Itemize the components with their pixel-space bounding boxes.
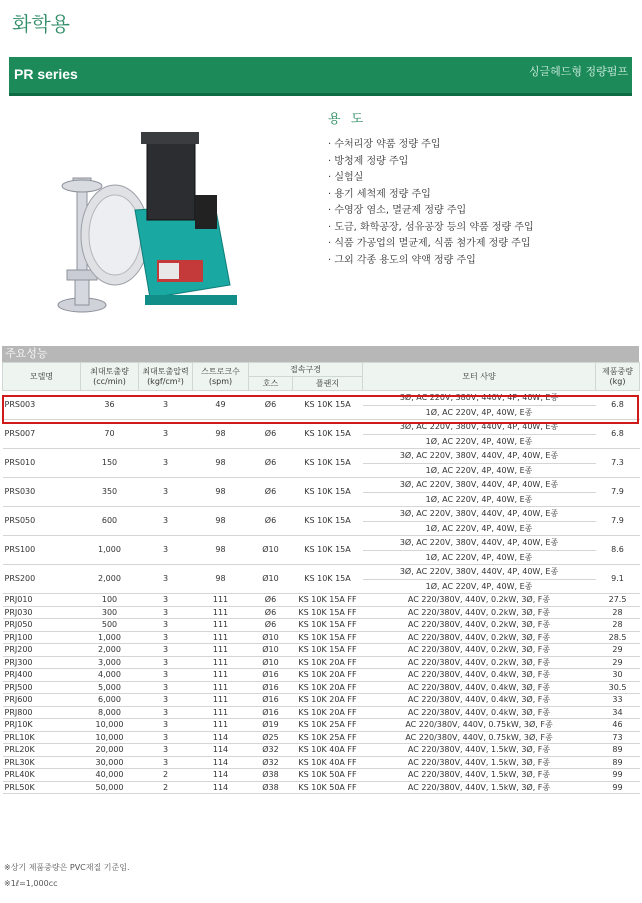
table-row (3, 391, 640, 406)
header-pressure: 최대토출압력 (kgf/cm²) (139, 363, 193, 391)
table-row (3, 644, 640, 657)
table-cell: Ø10 (249, 656, 293, 669)
table-row (3, 781, 640, 794)
table-cell: Ø6 (249, 449, 293, 478)
table-cell: Ø6 (249, 478, 293, 507)
table-cell: 3 (139, 631, 193, 644)
table-row (3, 769, 640, 782)
table-cell: 3Ø, AC 220V, 380V, 440V, 4P, 40W, E종 (363, 420, 596, 435)
table-cell: 3 (139, 756, 193, 769)
table-cell: 6.8 (596, 391, 640, 420)
table-cell: 8.6 (596, 536, 640, 565)
list-item: · 실험실 (328, 170, 628, 187)
table-cell: Ø16 (249, 694, 293, 707)
table-cell: Ø16 (249, 681, 293, 694)
table-cell: 3 (139, 706, 193, 719)
table-row (3, 478, 640, 493)
table-cell: 98 (193, 478, 249, 507)
table-cell: 111 (193, 656, 249, 669)
table-cell: AC 220/380V, 440V, 0.75kW, 3Ø, F종 (363, 731, 596, 744)
table-cell: 3Ø, AC 220V, 380V, 440V, 4P, 40W, E종 (363, 536, 596, 551)
table-cell: Ø32 (249, 744, 293, 757)
table-cell: AC 220/380V, 440V, 0.2kW, 3Ø, F종 (363, 631, 596, 644)
table-cell: PRJ10K (3, 719, 81, 732)
table-cell: KS 10K 40A FF (293, 756, 363, 769)
table-cell: 27.5 (596, 594, 640, 607)
table-cell: 3 (139, 449, 193, 478)
table-cell: 30,000 (81, 756, 139, 769)
table-cell: 34 (596, 706, 640, 719)
table-cell: KS 10K 15A (293, 536, 363, 565)
table-cell: 150 (81, 449, 139, 478)
list-item: · 수처리장 약품 정량 주입 (328, 137, 628, 154)
table-cell: 5,000 (81, 681, 139, 694)
table-cell: 3Ø, AC 220V, 380V, 440V, 4P, 40W, E종 (363, 391, 596, 406)
table-cell: AC 220/380V, 440V, 0.2kW, 3Ø, F종 (363, 594, 596, 607)
table-row (3, 731, 640, 744)
header-weight: 제품중량 (kg) (596, 363, 640, 391)
table-cell: KS 10K 25A FF (293, 719, 363, 732)
table-cell: 1Ø, AC 220V, 4P, 40W, E종 (363, 434, 596, 449)
table-cell: KS 10K 15A (293, 449, 363, 478)
table-cell: 1Ø, AC 220V, 4P, 40W, E종 (363, 463, 596, 478)
table-cell: Ø10 (249, 565, 293, 594)
table-cell: Ø6 (249, 606, 293, 619)
table-cell: Ø16 (249, 706, 293, 719)
table-cell: 111 (193, 606, 249, 619)
table-cell: 3 (139, 507, 193, 536)
usage-section (328, 108, 628, 269)
table-cell: PRJ500 (3, 681, 81, 694)
table-cell: 36 (81, 391, 139, 420)
table-cell: 3Ø, AC 220V, 380V, 440V, 4P, 40W, E종 (363, 449, 596, 464)
table-cell: 111 (193, 706, 249, 719)
table-cell: 7.9 (596, 478, 640, 507)
table-cell: 29 (596, 644, 640, 657)
table-cell: 49 (193, 391, 249, 420)
table-cell: PRJ600 (3, 694, 81, 707)
table-cell: 33 (596, 694, 640, 707)
table-cell: PRJ030 (3, 606, 81, 619)
table-cell: PRS100 (3, 536, 81, 565)
table-row (3, 656, 640, 669)
list-item: · 용기 세척제 정량 주입 (328, 187, 628, 204)
table-cell: 350 (81, 478, 139, 507)
table-cell: 98 (193, 449, 249, 478)
table-cell: 1,000 (81, 536, 139, 565)
table-cell: 500 (81, 619, 139, 632)
table-cell: PRL50K (3, 781, 81, 794)
table-cell: PRJ100 (3, 631, 81, 644)
table-cell: AC 220/380V, 440V, 1.5kW, 3Ø, F종 (363, 781, 596, 794)
table-cell: 111 (193, 619, 249, 632)
table-cell: 3 (139, 719, 193, 732)
table-cell: 3 (139, 744, 193, 757)
table-cell: 3Ø, AC 220V, 380V, 440V, 4P, 40W, E종 (363, 565, 596, 580)
table-cell: 3 (139, 681, 193, 694)
table-cell: 1Ø, AC 220V, 4P, 40W, E종 (363, 405, 596, 420)
list-item: · 그외 각종 용도의 약액 정량 주입 (328, 253, 628, 270)
table-cell: KS 10K 15A (293, 391, 363, 420)
table-cell: PRS200 (3, 565, 81, 594)
table-cell: 3 (139, 656, 193, 669)
table-cell: 2 (139, 769, 193, 782)
footnote-weight: ※상기 제품중량은 PVC재질 기준임. (4, 863, 130, 872)
table-row (3, 694, 640, 707)
table-cell: KS 10K 20A FF (293, 694, 363, 707)
table-cell: Ø10 (249, 536, 293, 565)
table-cell: Ø6 (249, 619, 293, 632)
table-cell: Ø10 (249, 644, 293, 657)
table-cell: KS 10K 15A FF (293, 619, 363, 632)
table-cell: KS 10K 20A FF (293, 706, 363, 719)
table-cell: 70 (81, 420, 139, 449)
usage-list (328, 137, 628, 269)
table-row (3, 756, 640, 769)
table-cell: 111 (193, 669, 249, 682)
table-cell: 3 (139, 565, 193, 594)
table-cell: KS 10K 15A FF (293, 606, 363, 619)
table-cell: 7.3 (596, 449, 640, 478)
table-cell: 40,000 (81, 769, 139, 782)
table-cell: KS 10K 15A FF (293, 594, 363, 607)
table-cell: PRL40K (3, 769, 81, 782)
table-cell: 3Ø, AC 220V, 380V, 440V, 4P, 40W, E종 (363, 507, 596, 522)
table-row (3, 669, 640, 682)
table-cell: 3 (139, 644, 193, 657)
table-cell: KS 10K 25A FF (293, 731, 363, 744)
table-cell: AC 220/380V, 440V, 0.4kW, 3Ø, F종 (363, 681, 596, 694)
table-row (3, 449, 640, 464)
table-cell: Ø10 (249, 631, 293, 644)
header-flange: 플랜지 (293, 377, 363, 391)
table-cell: 3 (139, 694, 193, 707)
list-item: · 도금, 화학공장, 섬유공장 등의 약품 정량 주입 (328, 220, 628, 237)
pump-product-image (55, 120, 255, 325)
series-name: PR series (14, 66, 78, 82)
table-cell: PRS003 (3, 391, 81, 420)
table-cell: 28.5 (596, 631, 640, 644)
table-cell: 2,000 (81, 644, 139, 657)
header-stroke: 스트로크수 (spm) (193, 363, 249, 391)
table-cell: 8,000 (81, 706, 139, 719)
table-cell: PRS007 (3, 420, 81, 449)
list-item: · 식품 가공업의 멸균제, 식품 첨가제 정량 주입 (328, 236, 628, 253)
table-cell: KS 10K 15A (293, 565, 363, 594)
table-row (3, 744, 640, 757)
table-cell: 111 (193, 631, 249, 644)
table-cell: AC 220/380V, 440V, 0.4kW, 3Ø, F종 (363, 669, 596, 682)
table-cell: AC 220/380V, 440V, 0.2kW, 3Ø, F종 (363, 656, 596, 669)
spec-section-title: 주요성능 (2, 346, 639, 362)
table-row (3, 706, 640, 719)
table-cell: PRS010 (3, 449, 81, 478)
table-cell: 114 (193, 744, 249, 757)
header-hose: 호스 (249, 377, 293, 391)
table-cell: PRL10K (3, 731, 81, 744)
table-cell: 29 (596, 656, 640, 669)
table-cell: 89 (596, 756, 640, 769)
table-cell: PRJ400 (3, 669, 81, 682)
table-cell: 10,000 (81, 731, 139, 744)
series-banner (9, 57, 632, 96)
table-cell: PRL20K (3, 744, 81, 757)
table-cell: 3 (139, 669, 193, 682)
page-title: 화학용 (12, 12, 70, 36)
table-cell: 30.5 (596, 681, 640, 694)
table-cell: Ø32 (249, 756, 293, 769)
table-cell: AC 220/380V, 440V, 1.5kW, 3Ø, F종 (363, 756, 596, 769)
table-cell: KS 10K 50A FF (293, 769, 363, 782)
table-cell: Ø25 (249, 731, 293, 744)
table-cell: AC 220/380V, 440V, 0.2kW, 3Ø, F종 (363, 619, 596, 632)
table-cell: PRJ300 (3, 656, 81, 669)
table-cell: 20,000 (81, 744, 139, 757)
table-cell: 4,000 (81, 669, 139, 682)
header-connection: 접속구경 (249, 363, 363, 377)
table-cell: 3Ø, AC 220V, 380V, 440V, 4P, 40W, E종 (363, 478, 596, 493)
table-cell: 300 (81, 606, 139, 619)
table-row (3, 536, 640, 551)
table-cell: Ø6 (249, 594, 293, 607)
table-cell: KS 10K 20A FF (293, 656, 363, 669)
table-row (3, 619, 640, 632)
table-cell: 98 (193, 420, 249, 449)
table-cell: 99 (596, 769, 640, 782)
table-cell: PRJ800 (3, 706, 81, 719)
table-cell: KS 10K 20A FF (293, 669, 363, 682)
table-cell: 99 (596, 781, 640, 794)
table-cell: 1,000 (81, 631, 139, 644)
table-cell: PRJ050 (3, 619, 81, 632)
table-cell: 100 (81, 594, 139, 607)
table-cell: 114 (193, 756, 249, 769)
table-row (3, 565, 640, 580)
table-row (3, 681, 640, 694)
table-cell: 111 (193, 594, 249, 607)
spec-table (2, 362, 640, 794)
table-cell: AC 220/380V, 440V, 1.5kW, 3Ø, F종 (363, 769, 596, 782)
table-cell: 600 (81, 507, 139, 536)
table-cell: 3,000 (81, 656, 139, 669)
table-cell: PRJ200 (3, 644, 81, 657)
list-item: · 수영장 염소, 멸균제 정량 주입 (328, 203, 628, 220)
table-cell: 3 (139, 536, 193, 565)
table-cell: KS 10K 40A FF (293, 744, 363, 757)
table-row (3, 606, 640, 619)
table-cell: 3 (139, 391, 193, 420)
table-cell: 7.9 (596, 507, 640, 536)
table-cell: Ø19 (249, 719, 293, 732)
table-cell: KS 10K 20A FF (293, 681, 363, 694)
table-cell: 114 (193, 781, 249, 794)
table-cell: 89 (596, 744, 640, 757)
usage-heading: 용 도 (328, 112, 367, 127)
table-cell: 10,000 (81, 719, 139, 732)
table-cell: 73 (596, 731, 640, 744)
list-item: · 방청제 정량 주입 (328, 154, 628, 171)
table-cell: 3 (139, 606, 193, 619)
table-cell: KS 10K 15A (293, 507, 363, 536)
footnote-unit: ※1ℓ=1,000cc (4, 879, 58, 888)
table-cell: 1Ø, AC 220V, 4P, 40W, E종 (363, 550, 596, 565)
table-row (3, 420, 640, 435)
table-cell: 111 (193, 694, 249, 707)
table-cell: 2,000 (81, 565, 139, 594)
table-cell: AC 220/380V, 440V, 0.75kW, 3Ø, F종 (363, 719, 596, 732)
table-cell: Ø6 (249, 420, 293, 449)
table-cell: 111 (193, 719, 249, 732)
table-cell: 1Ø, AC 220V, 4P, 40W, E종 (363, 579, 596, 594)
table-cell: 9.1 (596, 565, 640, 594)
table-cell: AC 220/380V, 440V, 0.2kW, 3Ø, F종 (363, 606, 596, 619)
table-row (3, 594, 640, 607)
table-cell: 3 (139, 731, 193, 744)
table-cell: 2 (139, 781, 193, 794)
table-cell: 114 (193, 731, 249, 744)
table-cell: Ø16 (249, 669, 293, 682)
header-flow: 최대토출량 (cc/min) (81, 363, 139, 391)
table-cell: 28 (596, 606, 640, 619)
table-cell: KS 10K 15A (293, 478, 363, 507)
table-cell: KS 10K 50A FF (293, 781, 363, 794)
table-cell: 98 (193, 536, 249, 565)
table-cell: AC 220/380V, 440V, 0.4kW, 3Ø, F종 (363, 706, 596, 719)
table-cell: KS 10K 15A FF (293, 644, 363, 657)
table-cell: Ø38 (249, 781, 293, 794)
table-cell: KS 10K 15A (293, 420, 363, 449)
table-cell: 3 (139, 619, 193, 632)
table-cell: AC 220/380V, 440V, 1.5kW, 3Ø, F종 (363, 744, 596, 757)
table-cell: 1Ø, AC 220V, 4P, 40W, E종 (363, 492, 596, 507)
table-cell: PRJ010 (3, 594, 81, 607)
table-cell: 1Ø, AC 220V, 4P, 40W, E종 (363, 521, 596, 536)
table-cell: 30 (596, 669, 640, 682)
table-cell: Ø6 (249, 507, 293, 536)
table-cell: 3 (139, 478, 193, 507)
table-cell: Ø6 (249, 391, 293, 420)
table-row (3, 631, 640, 644)
table-cell: 98 (193, 565, 249, 594)
table-cell: 98 (193, 507, 249, 536)
table-cell: 46 (596, 719, 640, 732)
table-cell: 3 (139, 594, 193, 607)
table-row (3, 507, 640, 522)
table-cell: AC 220/380V, 440V, 0.2kW, 3Ø, F종 (363, 644, 596, 657)
series-subtitle: 싱글헤드형 정량펌프 (528, 65, 628, 78)
table-cell: KS 10K 15A FF (293, 631, 363, 644)
header-model: 모델명 (3, 363, 81, 391)
table-cell: 50,000 (81, 781, 139, 794)
table-cell: 6.8 (596, 420, 640, 449)
table-cell: 111 (193, 681, 249, 694)
table-cell: PRL30K (3, 756, 81, 769)
table-cell: 114 (193, 769, 249, 782)
table-cell: PRS030 (3, 478, 81, 507)
table-cell: 111 (193, 644, 249, 657)
table-cell: 28 (596, 619, 640, 632)
table-cell: Ø38 (249, 769, 293, 782)
table-cell: PRS050 (3, 507, 81, 536)
header-motor: 모터 사양 (363, 363, 596, 391)
table-cell: 6,000 (81, 694, 139, 707)
table-cell: 3 (139, 420, 193, 449)
table-cell: AC 220/380V, 440V, 0.4kW, 3Ø, F종 (363, 694, 596, 707)
table-row (3, 719, 640, 732)
